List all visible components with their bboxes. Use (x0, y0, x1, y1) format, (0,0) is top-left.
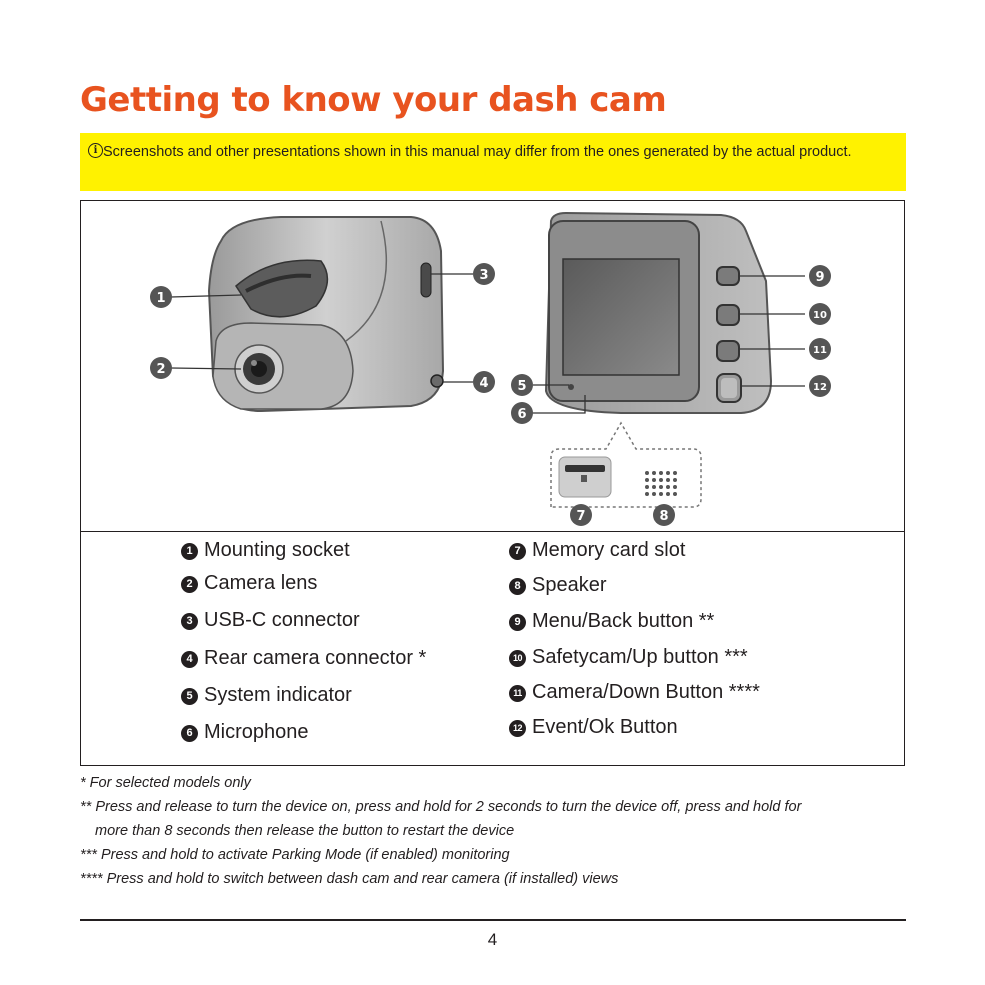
bottom-detail-inset (551, 423, 701, 507)
legend-number: 4 (181, 651, 198, 668)
callout-11 (809, 338, 831, 360)
callout-12 (809, 375, 831, 397)
legend-number: 6 (181, 725, 198, 742)
legend-label: System indicator (204, 684, 352, 706)
footnote-2-continued: more than 8 seconds then release the button to restart the device (95, 823, 515, 839)
legend-number: 1 (181, 543, 198, 560)
legend-label: Memory card slot (532, 539, 686, 561)
svg-text:12: 12 (813, 382, 827, 393)
callout-1 (150, 286, 172, 308)
legend-item-microphone (181, 720, 309, 744)
svg-text:3: 3 (479, 268, 489, 283)
legend-number: 11 (509, 685, 526, 702)
footnote-4: **** Press and hold to switch between dash cam and rear camera (if installed) views (80, 871, 619, 887)
legend-item-camera-lens (181, 571, 317, 595)
svg-text:10: 10 (813, 310, 827, 321)
svg-text:1: 1 (156, 291, 166, 306)
legend-label: Event/Ok Button (532, 716, 678, 738)
info-icon: i (88, 143, 103, 158)
svg-text:8: 8 (659, 509, 669, 524)
legend-item-memory-card-slot (509, 538, 685, 562)
svg-text:6: 6 (517, 407, 527, 422)
page-number: 4 (487, 930, 498, 949)
callout-5 (511, 374, 533, 396)
footnote-2: ** Press and release to turn the device on, press and hold for 2 seconds to turn the device off, press and hold for (80, 799, 802, 815)
legend-number: 10 (509, 650, 526, 667)
figure-divider (81, 531, 904, 532)
callout-3 (473, 263, 495, 285)
legend-number: 8 (509, 578, 526, 595)
legend-label: Mounting socket (204, 539, 350, 561)
legend-number: 12 (509, 720, 526, 737)
legend-item-rear-camera-connector (181, 646, 426, 670)
callout-6 (511, 402, 533, 424)
legend-label: Safetycam/Up button *** (532, 646, 748, 668)
front-camera (209, 217, 443, 411)
figure-box (80, 200, 905, 766)
info-note (80, 133, 906, 191)
page-title: Getting to know your dash cam (80, 80, 667, 120)
legend-label: USB-C connector (204, 609, 360, 631)
svg-text:5: 5 (517, 379, 527, 394)
legend-item-system-indicator (181, 683, 352, 707)
dash-cam-illustration (81, 201, 904, 531)
info-note-text: Screenshots and other presentations shown in this manual may differ from the ones generated by the actual product. (103, 144, 852, 160)
footer-rule (80, 919, 906, 921)
footnote-1: * For selected models only (80, 775, 251, 791)
callout-10 (809, 303, 831, 325)
callout-2 (150, 357, 172, 379)
legend-item-mounting-socket (181, 538, 350, 562)
legend-number: 9 (509, 614, 526, 631)
rear-view-camera (546, 213, 771, 413)
legend-label: Camera lens (204, 572, 318, 594)
legend-item-safetycam-up-button (509, 645, 748, 669)
legend-label: Microphone (204, 721, 309, 743)
svg-text:4: 4 (479, 376, 489, 391)
legend-item-speaker (509, 573, 607, 597)
legend-item-event-ok-button (509, 715, 678, 739)
legend-item-usb-c-connector (181, 608, 360, 632)
legend-number: 5 (181, 688, 198, 705)
callout-7 (570, 504, 592, 526)
footnote-3: *** Press and hold to activate Parking Mode (if enabled) monitoring (80, 847, 510, 863)
svg-text:2: 2 (156, 362, 166, 377)
legend-item-menu-back-button (509, 609, 714, 633)
legend-label: Speaker (532, 574, 607, 596)
svg-text:7: 7 (576, 509, 586, 524)
callout-4 (473, 371, 495, 393)
legend-number: 3 (181, 613, 198, 630)
legend-label: Menu/Back button ** (532, 610, 715, 632)
legend-item-camera-down-button (509, 680, 760, 704)
legend-label: Camera/Down Button **** (532, 681, 760, 703)
callout-8 (653, 504, 675, 526)
svg-text:9: 9 (815, 270, 825, 285)
legend-number: 7 (509, 543, 526, 560)
legend-label: Rear camera connector * (204, 647, 427, 669)
callout-9 (809, 265, 831, 287)
legend-number: 2 (181, 576, 198, 593)
svg-text:11: 11 (813, 345, 827, 356)
